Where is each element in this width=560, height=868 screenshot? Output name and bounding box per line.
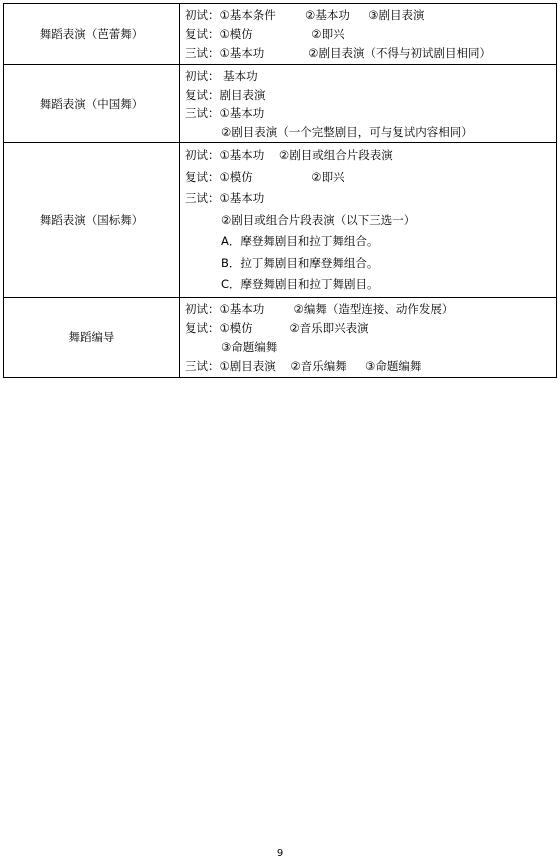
exam-line-indented [185, 338, 556, 357]
exam-line-indented [185, 231, 556, 253]
exam-line-text: B．拉丁舞剧目和摩登舞组合。 [221, 255, 379, 270]
exam-line: 三试：①基本功 [185, 191, 265, 205]
table-row [4, 297, 557, 377]
exam-line: 三试：①剧目表演 ②音乐编舞 ③命题编舞 [185, 358, 422, 373]
exam-line: 初试： 基本功 [185, 69, 258, 83]
exam-content-cell [180, 4, 557, 65]
page-number: 9 [276, 848, 284, 859]
exam-line-text: ②剧目表演（一个完整剧目，可与复试内容相同） [221, 124, 473, 139]
exam-line-text: ③命题编舞 [221, 339, 278, 354]
table-row [4, 65, 557, 143]
exam-content-cell [180, 297, 557, 377]
exam-line: 复试：①模仿 ②即兴 [185, 27, 345, 41]
exam-content-cell [180, 65, 557, 143]
exam-line: 复试：①模仿 ②音乐即兴表演 [185, 320, 369, 335]
exam-line-indented [185, 123, 556, 142]
exam-line: 三试：①基本功 [185, 106, 265, 120]
exam-line: 初试：①基本功 ②编舞（造型连接、动作发展） [185, 301, 454, 316]
exam-line-text: A．摩登舞剧目和拉丁舞组合。 [221, 234, 379, 248]
exam-line: 三试：①基本功 ②剧目表演（不得与初试剧目相同） [185, 46, 491, 60]
exam-content-table [3, 3, 557, 378]
major-name-cell: 舞蹈编导 [4, 297, 180, 377]
major-name-cell: 舞蹈表演（中国舞） [4, 65, 180, 143]
exam-line-text: C．摩登舞剧目和拉丁舞剧目。 [221, 277, 379, 291]
exam-line: 复试：剧目表演 [185, 87, 266, 102]
exam-line: 初试：①基本功 ②剧目或组合片段表演 [185, 148, 393, 162]
table-row [4, 4, 557, 65]
exam-line: 复试：①模仿 ②即兴 [185, 169, 345, 184]
table-row [4, 143, 557, 298]
exam-line-indented [185, 210, 556, 232]
exam-line-indented [185, 253, 556, 275]
exam-line-text: ②剧目或组合片段表演（以下三选一） [221, 212, 416, 227]
exam-line: 初试：①基本条件 ②基本功 ③剧目表演 [185, 8, 425, 22]
exam-line-indented [185, 274, 556, 296]
major-name-cell: 舞蹈表演（芭蕾舞） [4, 4, 180, 65]
major-name-cell: 舞蹈表演（国标舞） [4, 143, 180, 298]
exam-content-cell [180, 143, 557, 298]
